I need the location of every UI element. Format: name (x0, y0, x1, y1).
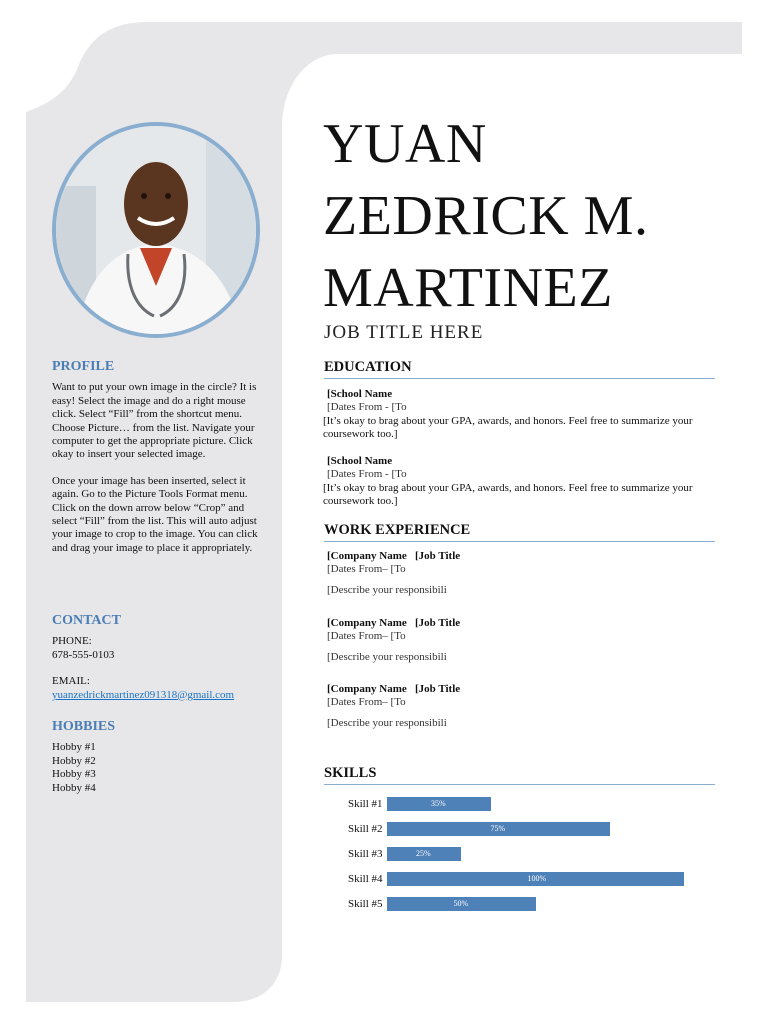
profile-section (52, 360, 267, 555)
name-line-2: ZEDRICK M. (323, 185, 649, 247)
skill-percent-label: 75% (490, 824, 506, 833)
hobby-item: Hobby #2 (52, 754, 96, 767)
skill-row (340, 796, 740, 821)
job-title-entry: [Job Title (415, 683, 461, 695)
skill-percent-label: 35% (431, 799, 446, 808)
skill-row (340, 871, 740, 896)
phone-label: PHONE: (52, 635, 92, 648)
name-line-3: MARTINEZ (323, 257, 613, 319)
education-entry (323, 455, 718, 509)
work-entry (323, 617, 718, 664)
job-title: JOB TITLE HERE (324, 322, 484, 343)
hobbies-section (52, 720, 267, 795)
skill-percent-label: 100% (527, 874, 547, 883)
skill-row (340, 896, 740, 921)
hobby-item: Hobby #3 (52, 768, 96, 781)
education-dates: [Dates From - [To (327, 468, 407, 481)
full-name (323, 108, 753, 324)
work-entry (323, 683, 718, 730)
contact-heading: CONTACT (52, 613, 121, 628)
name-line-1: YUAN (323, 113, 487, 175)
work-experience-heading: WORK EXPERIENCE (324, 522, 715, 542)
job-title-entry: [Job Title (415, 550, 461, 562)
profile-paragraph-2: Once your image has been inserted, select it again. Go to the Picture Tools Format menu. Click on the down arrow below “Crop” and select “Fill” from the list. This will auto adjust your image to crop to the image. You can click and drag your image to place it appropriately. (52, 474, 258, 554)
skill-row (340, 821, 740, 846)
contact-section (52, 614, 267, 702)
work-dates: [Dates From– [To (327, 563, 406, 576)
hobbies-heading: HOBBIES (52, 719, 116, 734)
profile-paragraph-1: Want to put your own image in the circle? It is easy! Select the image and do a right mouse click. Select “Fill” from the shortcut menu. Choose Picture… from the list. Navigate your computer to get the appropriate picture. Click okay to insert your selected image. (52, 381, 257, 461)
education-description: [It’s okay to brag about your GPA, awards, and honors. Feel free to summarize your coursework too.] (323, 481, 693, 508)
work-dates: [Dates From– [To (327, 630, 406, 643)
skill-label: Skill #1 (348, 798, 383, 810)
skill-percent-label: 25% (416, 849, 431, 858)
skill-label: Skill #3 (348, 848, 383, 860)
work-description: [Describe your responsibili (327, 583, 447, 596)
work-description: [Describe your responsibili (327, 716, 447, 729)
profile-heading: PROFILE (52, 359, 115, 374)
education-heading: EDUCATION (324, 359, 715, 379)
education-description: [It’s okay to brag about your GPA, awards, and honors. Feel free to summarize your coursework too.] (323, 414, 693, 441)
skill-percent-label: 50% (453, 899, 469, 908)
work-dates: [Dates From– [To (327, 696, 406, 709)
skill-label: Skill #5 (348, 898, 383, 910)
education-entry (323, 388, 718, 442)
company-name: [Company Name (327, 550, 407, 562)
job-title-entry: [Job Title (415, 617, 461, 629)
profile-photo (52, 122, 260, 338)
skills-chart (340, 796, 740, 921)
phone-value: 678-555-0103 (52, 648, 115, 661)
school-name: [School Name (327, 388, 393, 400)
skills-heading: SKILLS (324, 765, 715, 785)
company-name: [Company Name (327, 617, 407, 629)
skill-row (340, 846, 740, 871)
hobby-item: Hobby #1 (52, 741, 96, 754)
education-dates: [Dates From - [To (327, 401, 407, 414)
email-link[interactable]: yuanzedrickmartinez091318@gmail.com (52, 688, 235, 701)
school-name: [School Name (327, 455, 393, 467)
skill-label: Skill #2 (348, 823, 383, 835)
work-entry (323, 550, 718, 597)
email-label: EMAIL: (52, 675, 90, 688)
skill-label: Skill #4 (348, 873, 383, 885)
company-name: [Company Name (327, 683, 407, 695)
work-description: [Describe your responsibili (327, 650, 447, 663)
hobby-item: Hobby #4 (52, 781, 96, 794)
